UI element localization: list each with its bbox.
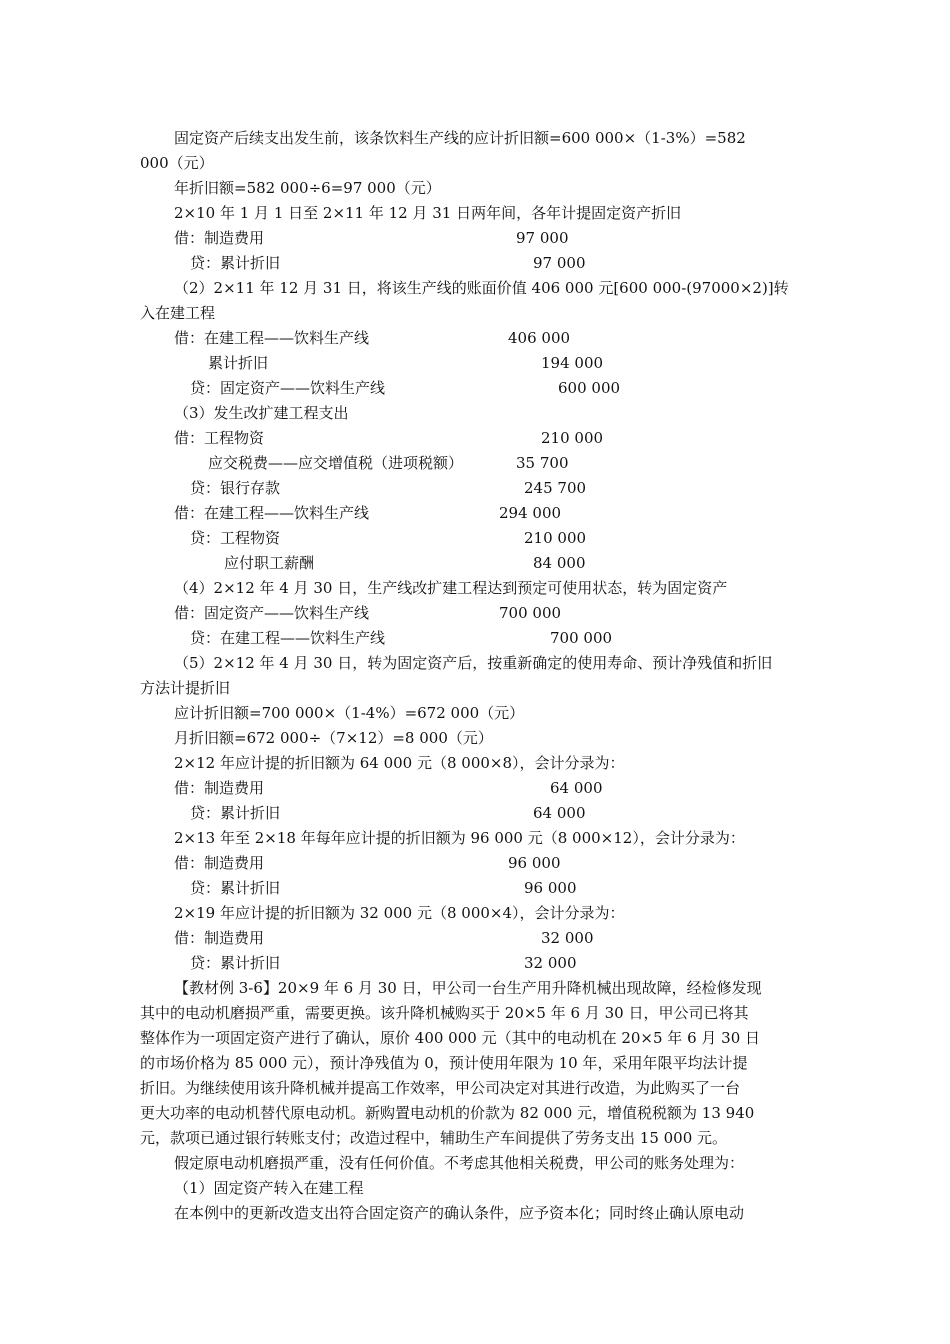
entry-amount: 700 000 xyxy=(550,629,613,647)
text-line: 【教材例 3-6】20×9 年 6 月 30 日，甲公司一台生产用升降机械出现故障，经检修发现 xyxy=(174,979,762,997)
entry-amount: 32 000 xyxy=(541,929,594,947)
text-line: 贷：在建工程——饮料生产线 xyxy=(190,629,386,647)
text-line: （5）2×12 年 4 月 30 日，转为固定资产后，按重新确定的使用寿命、预计净残值和折旧 xyxy=(174,654,773,672)
text-line: （1）固定资产转入在建工程 xyxy=(174,1179,364,1197)
text-line: （3）发生改扩建工程支出 xyxy=(174,404,349,422)
text-line: 贷：累计折旧 xyxy=(190,804,281,822)
entry-amount: 96 000 xyxy=(524,879,577,897)
entry-amount: 97 000 xyxy=(533,254,586,272)
text-line: 借：工程物资 xyxy=(174,429,265,447)
text-line: 在本例中的更新改造支出符合固定资产的确认条件，应予资本化；同时终止确认原电动 xyxy=(174,1204,745,1222)
text-line: 应付职工薪酬 xyxy=(224,554,315,572)
text-line: 其中的电动机磨损严重，需要更换。该升降机械购买于 20×5 年 6 月 30 日，甲公司已将其 xyxy=(140,1004,749,1022)
text-line: 累计折旧 xyxy=(208,354,269,372)
entry-amount: 64 000 xyxy=(533,804,586,822)
text-line: 入在建工程 xyxy=(140,304,216,322)
text-line: 借：制造费用 xyxy=(174,854,265,872)
text-line: （4）2×12 年 4 月 30 日，生产线改扩建工程达到预定可使用状态，转为固定资产 xyxy=(174,579,728,597)
text-line: 借：制造费用 xyxy=(174,929,265,947)
entry-amount: 194 000 xyxy=(541,354,604,372)
text-line: 2×13 年至 2×18 年每年应计提的折旧额为 96 000 元（8 000×12），会计分录为： xyxy=(174,829,745,847)
text-line: 贷：累计折旧 xyxy=(190,954,281,972)
text-line: 月折旧额=672 000÷（7×12）=8 000（元） xyxy=(174,729,493,747)
text-line: 借：在建工程——饮料生产线 xyxy=(174,329,370,347)
text-line: 整体作为一项固定资产进行了确认，原价 400 000 元（其中的电动机在 20×5 年 6 月 30 日 xyxy=(140,1029,761,1047)
text-line: 贷：累计折旧 xyxy=(190,879,281,897)
text-line: 年折旧额=582 000÷6=97 000（元） xyxy=(174,179,441,197)
entry-amount: 35 700 xyxy=(516,454,569,472)
text-line: 000（元） xyxy=(140,154,214,172)
entry-amount: 32 000 xyxy=(524,954,577,972)
text-line: 2×19 年应计提的折旧额为 32 000 元（8 000×4），会计分录为： xyxy=(174,904,625,922)
text-line: 贷：工程物资 xyxy=(190,529,281,547)
text-line: 借：制造费用 xyxy=(174,779,265,797)
text-line: 借：固定资产——饮料生产线 xyxy=(174,604,370,622)
entry-amount: 84 000 xyxy=(533,554,586,572)
text-line: 更大功率的电动机替代原电动机。新购置电动机的价款为 82 000 元，增值税税额为 13 940 xyxy=(140,1104,755,1122)
entry-amount: 294 000 xyxy=(499,504,562,522)
text-line: 折旧。为继续使用该升降机械并提高工作效率，甲公司决定对其进行改造，为此购买了一台 xyxy=(140,1079,741,1097)
text-line: 贷：银行存款 xyxy=(190,479,281,497)
text-line: 的市场价格为 85 000 元），预计净残值为 0，预计使用年限为 10 年，采用年限平均法计提 xyxy=(140,1054,748,1072)
text-line: 元，款项已通过银行转账支付；改造过程中，辅助生产车间提供了劳务支出 15 000 元。 xyxy=(140,1129,728,1147)
entry-amount: 600 000 xyxy=(558,379,621,397)
entry-amount: 700 000 xyxy=(499,604,562,622)
text-line: 固定资产后续支出发生前，该条饮料生产线的应计折旧额=600 000×（1-3%）=582 xyxy=(174,129,746,147)
entry-amount: 210 000 xyxy=(524,529,587,547)
entry-amount: 406 000 xyxy=(508,329,571,347)
text-line: 借：在建工程——饮料生产线 xyxy=(174,504,370,522)
text-line: 应计折旧额=700 000×（1-4%）=672 000（元） xyxy=(174,704,525,722)
entry-amount: 245 700 xyxy=(524,479,587,497)
entry-amount: 64 000 xyxy=(550,779,603,797)
text-line: 2×12 年应计提的折旧额为 64 000 元（8 000×8），会计分录为： xyxy=(174,754,625,772)
text-line: 贷：固定资产——饮料生产线 xyxy=(190,379,386,397)
text-line: （2）2×11 年 12 月 31 日，将该生产线的账面价值 406 000 元[600 000-(97000×2)]转 xyxy=(174,279,789,297)
entry-amount: 97 000 xyxy=(516,229,569,247)
text-line: 假定原电动机磨损严重，没有任何价值。不考虑其他相关税费，甲公司的账务处理为： xyxy=(174,1154,745,1172)
text-line: 应交税费——应交增值税（进项税额） xyxy=(208,454,464,472)
entry-amount: 210 000 xyxy=(541,429,604,447)
text-line: 2×10 年 1 月 1 日至 2×11 年 12 月 31 日两年间，各年计提固定资产折旧 xyxy=(174,204,682,222)
text-line: 贷：累计折旧 xyxy=(190,254,281,272)
text-line: 借：制造费用 xyxy=(174,229,265,247)
entry-amount: 96 000 xyxy=(508,854,561,872)
text-line: 方法计提折旧 xyxy=(140,679,231,697)
